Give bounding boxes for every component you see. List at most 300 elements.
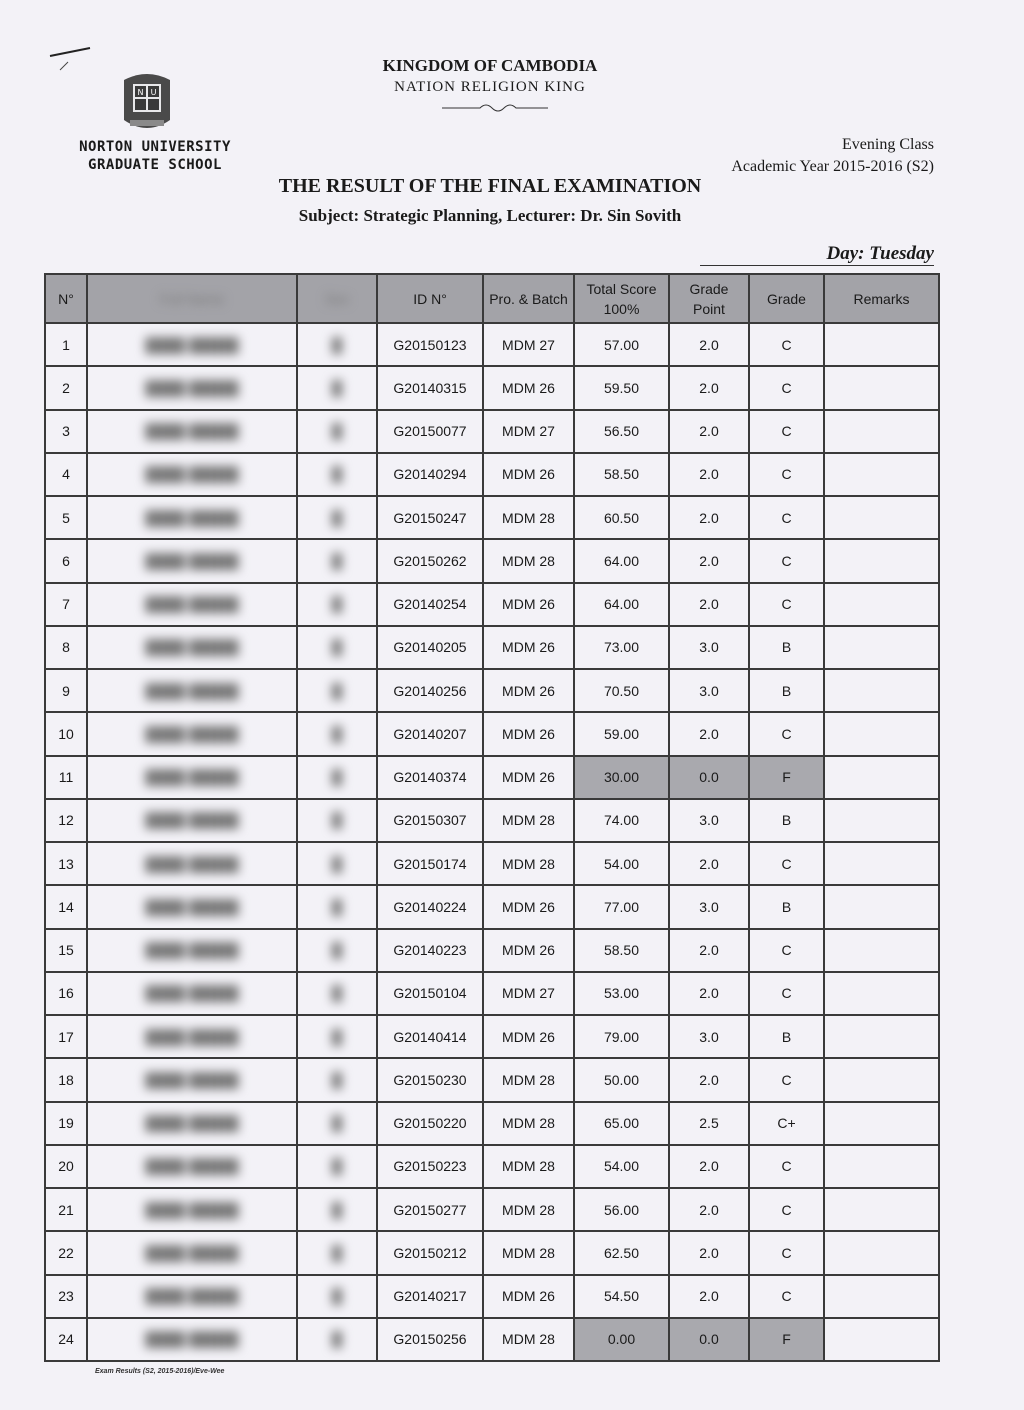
cell-score: 64.00	[574, 583, 669, 626]
header-batch: Pro. & Batch	[483, 274, 574, 323]
cell-grade: C	[749, 1231, 824, 1274]
cell-batch: MDM 26	[483, 756, 574, 799]
cell-score: 50.00	[574, 1058, 669, 1101]
cell-grade: C	[749, 1058, 824, 1101]
table-row	[45, 799, 939, 842]
cell-grade: C	[749, 712, 824, 755]
cell-grade: C	[749, 1188, 824, 1231]
table-row	[45, 1145, 939, 1188]
cell-batch: MDM 26	[483, 885, 574, 928]
cell-remarks	[824, 1231, 939, 1274]
cell-name	[87, 799, 297, 842]
table-row	[45, 323, 939, 366]
cell-batch: MDM 26	[483, 929, 574, 972]
cell-grade-point: 2.0	[669, 842, 749, 885]
cell-sex	[297, 496, 377, 539]
cell-sex-redacted: █	[332, 985, 342, 1002]
cell-sex-redacted: █	[332, 682, 342, 699]
cell-name	[87, 712, 297, 755]
cell-grade: B	[749, 799, 824, 842]
cell-score: 53.00	[574, 972, 669, 1015]
pen-mark	[40, 40, 100, 90]
cell-grade: C	[749, 1275, 824, 1318]
cell-grade: C	[749, 323, 824, 366]
cell-name	[87, 1188, 297, 1231]
cell-no: 9	[45, 669, 87, 712]
cell-sex	[297, 1275, 377, 1318]
cell-sex	[297, 539, 377, 582]
cell-name	[87, 366, 297, 409]
footer-reference: Exam Results (S2, 2015-2016)/Eve-Wee	[95, 1368, 225, 1375]
table-row	[45, 842, 939, 885]
cell-remarks	[824, 1275, 939, 1318]
cell-grade: C	[749, 366, 824, 409]
flourish-divider	[440, 101, 550, 115]
cell-name-redacted: ████ █████	[145, 423, 239, 440]
cell-grade: C+	[749, 1102, 824, 1145]
svg-text:U: U	[150, 88, 157, 97]
cell-grade: C	[749, 410, 824, 453]
cell-name	[87, 1275, 297, 1318]
cell-remarks	[824, 453, 939, 496]
cell-sex-redacted: █	[332, 1288, 342, 1305]
cell-sex-redacted: █	[332, 379, 342, 396]
cell-batch: MDM 28	[483, 496, 574, 539]
cell-name-redacted: ████ █████	[145, 1115, 239, 1132]
table-row	[45, 1102, 939, 1145]
cell-score: 65.00	[574, 1102, 669, 1145]
cell-name-redacted: ████ █████	[145, 466, 239, 483]
cell-name-redacted: ████ █████	[145, 1071, 239, 1088]
cell-sex	[297, 929, 377, 972]
cell-name	[87, 410, 297, 453]
cell-name	[87, 1015, 297, 1058]
cell-batch: MDM 28	[483, 1188, 574, 1231]
cell-grade-point: 2.0	[669, 453, 749, 496]
cell-sex-redacted: █	[332, 1331, 342, 1348]
cell-id: G20150262	[377, 539, 483, 582]
table-row	[45, 539, 939, 582]
cell-id: G20140254	[377, 583, 483, 626]
cell-id: G20150307	[377, 799, 483, 842]
cell-no: 12	[45, 799, 87, 842]
cell-sex-redacted: █	[332, 942, 342, 959]
cell-no: 8	[45, 626, 87, 669]
university-logo	[118, 70, 176, 136]
table-row	[45, 1188, 939, 1231]
cell-sex	[297, 799, 377, 842]
cell-score: 0.00	[574, 1318, 669, 1361]
cell-no: 20	[45, 1145, 87, 1188]
cell-batch: MDM 26	[483, 1275, 574, 1318]
cell-grade-point: 2.0	[669, 972, 749, 1015]
cell-id: G20150104	[377, 972, 483, 1015]
cell-name-redacted: ████ █████	[145, 985, 239, 1002]
cell-name	[87, 626, 297, 669]
cell-no: 18	[45, 1058, 87, 1101]
cell-grade-point: 2.0	[669, 496, 749, 539]
cell-id: G20150223	[377, 1145, 483, 1188]
cell-name-redacted: ████ █████	[145, 1028, 239, 1045]
cell-score: 62.50	[574, 1231, 669, 1274]
cell-id: G20150077	[377, 410, 483, 453]
cell-name	[87, 1318, 297, 1361]
cell-score: 56.50	[574, 410, 669, 453]
cell-grade: C	[749, 583, 824, 626]
cell-batch: MDM 28	[483, 539, 574, 582]
cell-name-redacted: ████ █████	[145, 379, 239, 396]
cell-batch: MDM 26	[483, 669, 574, 712]
cell-no: 1	[45, 323, 87, 366]
table-row	[45, 972, 939, 1015]
cell-score: 60.50	[574, 496, 669, 539]
cell-id: G20140294	[377, 453, 483, 496]
cell-name-redacted: ████ █████	[145, 725, 239, 742]
cell-name	[87, 885, 297, 928]
cell-id: G20150174	[377, 842, 483, 885]
cell-batch: MDM 26	[483, 583, 574, 626]
cell-sex	[297, 583, 377, 626]
table-row	[45, 712, 939, 755]
cell-name	[87, 323, 297, 366]
cell-no: 14	[45, 885, 87, 928]
cell-score: 54.00	[574, 1145, 669, 1188]
cell-name-redacted: ████ █████	[145, 942, 239, 959]
cell-grade: F	[749, 1318, 824, 1361]
cell-grade: C	[749, 496, 824, 539]
cell-remarks	[824, 756, 939, 799]
cell-remarks	[824, 496, 939, 539]
cell-remarks	[824, 1318, 939, 1361]
class-info	[700, 134, 934, 178]
cell-sex-redacted: █	[332, 1244, 342, 1261]
cell-grade-point: 3.0	[669, 669, 749, 712]
cell-score: 57.00	[574, 323, 669, 366]
cell-score: 74.00	[574, 799, 669, 842]
document-title: THE RESULT OF THE FINAL EXAMINATION	[278, 175, 702, 197]
cell-sex-redacted: █	[332, 1201, 342, 1218]
cell-sex	[297, 1231, 377, 1274]
cell-grade-point: 2.0	[669, 366, 749, 409]
cell-no: 19	[45, 1102, 87, 1145]
cell-sex	[297, 756, 377, 799]
cell-remarks	[824, 626, 939, 669]
cell-no: 11	[45, 756, 87, 799]
cell-grade: C	[749, 929, 824, 972]
header-total-line1: Total Score	[586, 280, 657, 297]
cell-remarks	[824, 712, 939, 755]
header-no: N°	[45, 274, 87, 323]
cell-sex-redacted: █	[332, 466, 342, 483]
cell-batch: MDM 27	[483, 972, 574, 1015]
cell-name-redacted: ████ █████	[145, 1331, 239, 1348]
cell-no: 2	[45, 366, 87, 409]
cell-sex	[297, 1058, 377, 1101]
cell-name	[87, 972, 297, 1015]
cell-remarks	[824, 669, 939, 712]
cell-id: G20140205	[377, 626, 483, 669]
cell-id: G20150230	[377, 1058, 483, 1101]
cell-grade-point: 2.0	[669, 1231, 749, 1274]
cell-no: 3	[45, 410, 87, 453]
cell-score: 30.00	[574, 756, 669, 799]
cell-grade-point: 2.0	[669, 1058, 749, 1101]
university-name: NORTON UNIVERSITY	[79, 139, 231, 155]
cell-sex-redacted: █	[332, 1158, 342, 1175]
cell-no: 23	[45, 1275, 87, 1318]
cell-sex-redacted: █	[332, 552, 342, 569]
cell-id: G20150277	[377, 1188, 483, 1231]
header-remarks: Remarks	[824, 274, 939, 323]
cell-no: 13	[45, 842, 87, 885]
table-row	[45, 1231, 939, 1274]
cell-name-redacted: ████ █████	[145, 336, 239, 353]
cell-name	[87, 1231, 297, 1274]
cell-sex	[297, 1145, 377, 1188]
cell-name	[87, 669, 297, 712]
table-row	[45, 1015, 939, 1058]
cell-score: 73.00	[574, 626, 669, 669]
cell-sex-redacted: █	[332, 769, 342, 786]
cell-batch: MDM 28	[483, 1318, 574, 1361]
cell-sex-redacted: █	[332, 596, 342, 613]
cell-no: 16	[45, 972, 87, 1015]
header-total-line2: 100%	[603, 300, 640, 317]
cell-grade-point: 2.0	[669, 712, 749, 755]
cell-sex-redacted: █	[332, 1071, 342, 1088]
cell-score: 77.00	[574, 885, 669, 928]
cell-grade-point: 2.0	[669, 583, 749, 626]
cell-remarks	[824, 929, 939, 972]
table-row	[45, 410, 939, 453]
cell-score: 59.00	[574, 712, 669, 755]
cell-remarks	[824, 842, 939, 885]
cell-name-redacted: ████ █████	[145, 509, 239, 526]
cell-no: 7	[45, 583, 87, 626]
cell-id: G20140217	[377, 1275, 483, 1318]
cell-grade: C	[749, 1145, 824, 1188]
cell-remarks	[824, 799, 939, 842]
cell-batch: MDM 28	[483, 1145, 574, 1188]
cell-no: 21	[45, 1188, 87, 1231]
cell-score: 70.50	[574, 669, 669, 712]
cell-sex	[297, 626, 377, 669]
table-row	[45, 1058, 939, 1101]
cell-grade: B	[749, 669, 824, 712]
cell-batch: MDM 28	[483, 799, 574, 842]
cell-name	[87, 929, 297, 972]
cell-no: 17	[45, 1015, 87, 1058]
cell-no: 4	[45, 453, 87, 496]
cell-name	[87, 1102, 297, 1145]
school-name: GRADUATE SCHOOL	[88, 157, 222, 173]
header-grade: Grade	[749, 274, 824, 323]
cell-score: 64.00	[574, 539, 669, 582]
cell-name-redacted: ████ █████	[145, 769, 239, 786]
cell-sex	[297, 453, 377, 496]
table-row	[45, 929, 939, 972]
cell-sex	[297, 1318, 377, 1361]
cell-grade-point: 2.0	[669, 1275, 749, 1318]
cell-sex	[297, 972, 377, 1015]
cell-id: G20140224	[377, 885, 483, 928]
table-row	[45, 366, 939, 409]
cell-score: 56.00	[574, 1188, 669, 1231]
header-sex-label: Sex	[324, 290, 350, 307]
table-row	[45, 669, 939, 712]
cell-batch: MDM 28	[483, 1058, 574, 1101]
cell-sex	[297, 323, 377, 366]
cell-id: G20150256	[377, 1318, 483, 1361]
cell-no: 6	[45, 539, 87, 582]
cell-sex	[297, 1102, 377, 1145]
academic-year: Academic Year 2015-2016 (S2)	[731, 158, 934, 175]
cell-name	[87, 539, 297, 582]
cell-remarks	[824, 410, 939, 453]
cell-no: 5	[45, 496, 87, 539]
cell-batch: MDM 26	[483, 453, 574, 496]
cell-grade: B	[749, 1015, 824, 1058]
cell-grade: C	[749, 842, 824, 885]
cell-name	[87, 1145, 297, 1188]
cell-sex	[297, 1015, 377, 1058]
university-heading	[40, 138, 270, 174]
cell-sex-redacted: █	[332, 1115, 342, 1132]
header-gp-line1: Grade	[689, 280, 729, 297]
cell-sex	[297, 1188, 377, 1231]
cell-id: G20140223	[377, 929, 483, 972]
cell-grade-point: 2.0	[669, 323, 749, 366]
cell-no: 24	[45, 1318, 87, 1361]
cell-grade-point: 2.0	[669, 1145, 749, 1188]
cell-no: 10	[45, 712, 87, 755]
table-header-row	[45, 274, 939, 323]
cell-id: G20140374	[377, 756, 483, 799]
cell-id: G20140315	[377, 366, 483, 409]
cell-remarks	[824, 1145, 939, 1188]
cell-grade-point: 2.5	[669, 1102, 749, 1145]
results-table	[44, 273, 940, 1362]
cell-score: 58.50	[574, 929, 669, 972]
cell-remarks	[824, 972, 939, 1015]
cell-name	[87, 1058, 297, 1101]
cell-id: G20150220	[377, 1102, 483, 1145]
cell-sex	[297, 842, 377, 885]
cell-name-redacted: ████ █████	[145, 898, 239, 915]
cell-name	[87, 496, 297, 539]
cell-grade-point: 3.0	[669, 1015, 749, 1058]
cell-grade-point: 0.0	[669, 756, 749, 799]
header-sex	[297, 274, 377, 323]
cell-batch: MDM 26	[483, 366, 574, 409]
cell-batch: MDM 28	[483, 1102, 574, 1145]
cell-score: 54.50	[574, 1275, 669, 1318]
cell-batch: MDM 26	[483, 626, 574, 669]
cell-grade-point: 3.0	[669, 626, 749, 669]
cell-grade: C	[749, 539, 824, 582]
cell-score: 79.00	[574, 1015, 669, 1058]
logo-letter-n: N	[137, 88, 144, 97]
cell-remarks	[824, 366, 939, 409]
cell-batch: MDM 26	[483, 1015, 574, 1058]
cell-name	[87, 583, 297, 626]
cell-batch: MDM 26	[483, 712, 574, 755]
class-type: Evening Class	[842, 136, 934, 153]
cell-name	[87, 842, 297, 885]
cell-grade-point: 2.0	[669, 539, 749, 582]
cell-grade-point: 2.0	[669, 410, 749, 453]
table-row	[45, 756, 939, 799]
cell-remarks	[824, 1102, 939, 1145]
header-gp-line2: Point	[693, 300, 725, 317]
header-grade-point	[669, 274, 749, 323]
cell-id: G20140256	[377, 669, 483, 712]
cell-sex-redacted: █	[332, 1028, 342, 1045]
cell-name-redacted: ████ █████	[145, 1201, 239, 1218]
cell-sex-redacted: █	[332, 639, 342, 656]
cell-sex-redacted: █	[332, 423, 342, 440]
cell-score: 59.50	[574, 366, 669, 409]
cell-name-redacted: ████ █████	[145, 682, 239, 699]
cell-grade: F	[749, 756, 824, 799]
header-id: ID N°	[377, 274, 483, 323]
cell-sex	[297, 712, 377, 755]
cell-id: G20140207	[377, 712, 483, 755]
cell-sex-redacted: █	[332, 855, 342, 872]
cell-score: 58.50	[574, 453, 669, 496]
cell-batch: MDM 28	[483, 1231, 574, 1274]
table-row	[45, 1318, 939, 1361]
cell-name-redacted: ████ █████	[145, 812, 239, 829]
table-row	[45, 496, 939, 539]
cell-remarks	[824, 1015, 939, 1058]
cell-grade: B	[749, 885, 824, 928]
national-motto: NATION RELIGION KING	[394, 79, 586, 95]
cell-id: G20150212	[377, 1231, 483, 1274]
cell-no: 22	[45, 1231, 87, 1274]
cell-name-redacted: ████ █████	[145, 1288, 239, 1305]
subject-line: Subject: Strategic Planning, Lecturer: Dr. Sin Sovith	[298, 206, 682, 225]
cell-name-redacted: ████ █████	[145, 855, 239, 872]
exam-day: Day: Tuesday	[700, 243, 934, 266]
table-row	[45, 626, 939, 669]
cell-name-redacted: ████ █████	[145, 552, 239, 569]
cell-sex	[297, 410, 377, 453]
header-total	[574, 274, 669, 323]
cell-id: G20150247	[377, 496, 483, 539]
cell-sex-redacted: █	[332, 812, 342, 829]
cell-name-redacted: ████ █████	[145, 596, 239, 613]
cell-grade-point: 2.0	[669, 1188, 749, 1231]
cell-remarks	[824, 1058, 939, 1101]
cell-remarks	[824, 539, 939, 582]
cell-grade-point: 2.0	[669, 929, 749, 972]
cell-no: 15	[45, 929, 87, 972]
cell-id: G20150123	[377, 323, 483, 366]
cell-batch: MDM 27	[483, 323, 574, 366]
cell-name-redacted: ████ █████	[145, 1244, 239, 1261]
table-row	[45, 453, 939, 496]
table-row	[45, 583, 939, 626]
cell-name	[87, 756, 297, 799]
cell-id: G20140414	[377, 1015, 483, 1058]
cell-name-redacted: ████ █████	[145, 1158, 239, 1175]
cell-remarks	[824, 583, 939, 626]
table-row	[45, 1275, 939, 1318]
cell-remarks	[824, 1188, 939, 1231]
table-row	[45, 885, 939, 928]
cell-grade-point: 3.0	[669, 885, 749, 928]
